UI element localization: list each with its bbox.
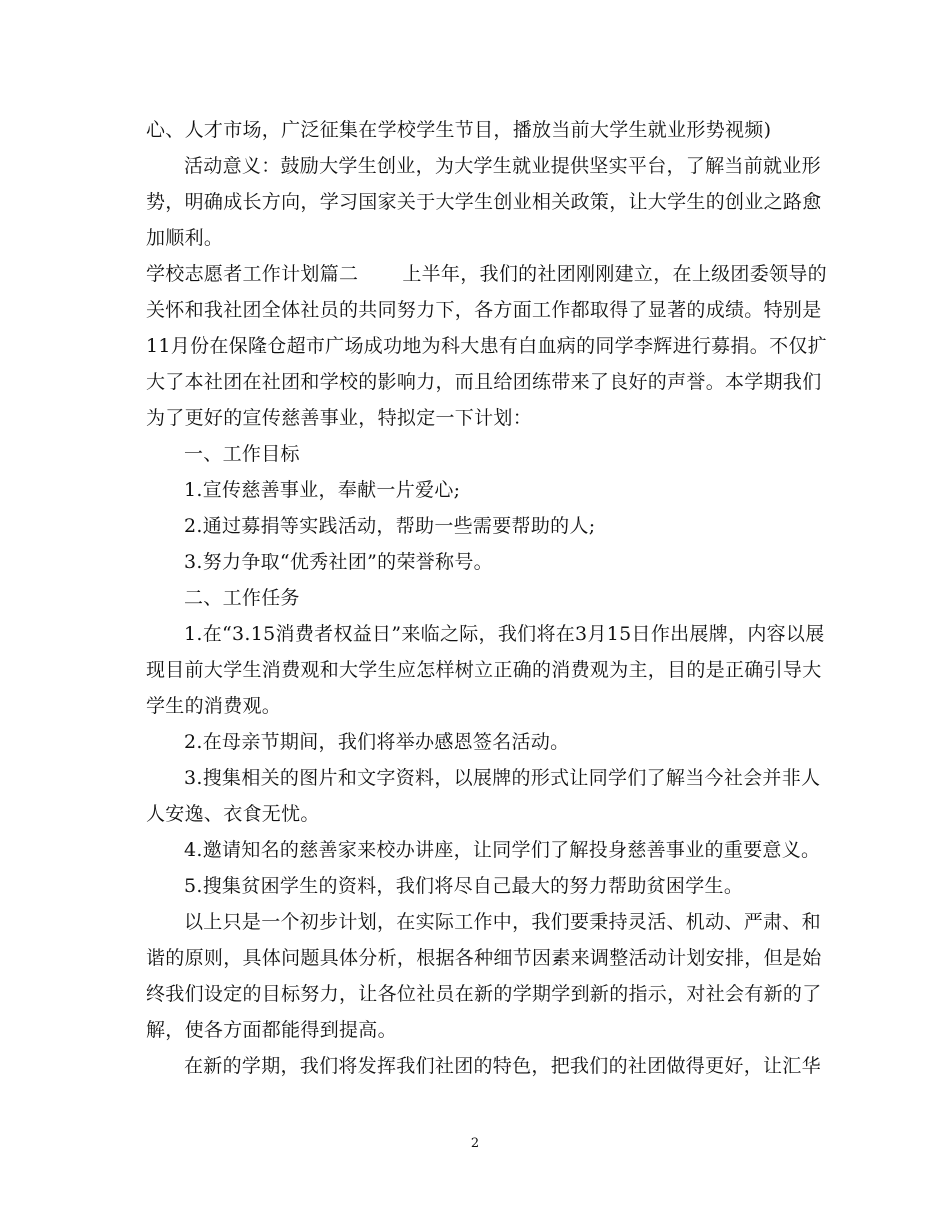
- text-line: 大了本社团在社团和学校的影响力，而且给团练带来了良好的声誉。本学期我们: [146, 371, 822, 393]
- section-heading-line: [146, 256, 827, 292]
- subheading-work-goals: 一、工作目标: [184, 443, 300, 465]
- text-line: 谐的原则，具体问题具体分析，根据各种细节因素来调整活动计划安排，但是始: [146, 947, 822, 969]
- list-item: 1.宣传慈善事业，奉献一片爱心;: [184, 479, 461, 501]
- list-item: 3.搜集相关的图片和文字资料，以展牌的形式让同学们了解当今社会并非人: [184, 767, 821, 789]
- text-line: 人安逸、衣食无忧。: [146, 803, 320, 825]
- list-item: 2.在母亲节期间，我们将举办感恩签名活动。: [184, 731, 570, 753]
- paragraph-line: 在新的学期，我们将发挥我们社团的特色，把我们的社团做得更好，让汇华: [184, 1055, 821, 1077]
- list-item: 5.搜集贫困学生的资料，我们将尽自己最大的努力帮助贫困学生。: [184, 875, 744, 897]
- list-item: 1.在“3.15消费者权益日”来临之际，我们将在3月15日作出展牌，内容以展: [184, 623, 825, 645]
- page-number: 2: [470, 1136, 480, 1151]
- paragraph-line: 以上只是一个初步计划，在实际工作中，我们要秉持灵活、机动、严肃、和: [184, 911, 821, 933]
- list-item: 3.努力争取“优秀社团”的荣誉称号。: [184, 551, 493, 573]
- text-line: 终我们设定的目标努力，让各位社员在新的学期学到新的指示，对社会有新的了: [146, 983, 822, 1005]
- section-intro-text: 上半年，我们的社团刚刚建立，在上级团委领导的: [402, 263, 827, 285]
- text-line: 心、人才市场，广泛征集在学校学生节目，播放当前大学生就业形势视频): [146, 119, 772, 141]
- list-item: 2.通过募捐等实践活动，帮助一些需要帮助的人;: [184, 515, 596, 537]
- text-line: 解，使各方面都能得到提高。: [146, 1019, 397, 1041]
- text-line: 加顺利。: [146, 227, 224, 249]
- text-line: 活动意义：鼓励大学生创业，为大学生就业提供坚实平台，了解当前就业形: [184, 155, 821, 177]
- text-line: 为了更好的宣传慈善事业，特拟定一下计划：: [146, 407, 533, 429]
- list-item: 4.邀请知名的慈善家来校办讲座，让同学们了解投身慈善事业的重要意义。: [184, 839, 821, 861]
- text-line: 势，明确成长方向，学习国家关于大学生创业相关政策，让大学生的创业之路愈: [146, 191, 822, 213]
- subheading-work-tasks: 二、工作任务: [184, 587, 300, 609]
- text-line: 学生的消费观。: [146, 695, 282, 717]
- text-line: 现目前大学生消费观和大学生应怎样树立正确的消费观为主，目的是正确引导大: [146, 659, 822, 681]
- document-body: [146, 112, 827, 1084]
- section-title: 学校志愿者工作计划篇二: [146, 263, 359, 285]
- text-line: 11月份在保隆仓超市广场成功地为科大患有白血病的同学李辉进行募捐。不仅扩: [146, 335, 827, 357]
- text-line: 关怀和我社团全体社员的共同努力下，各方面工作都取得了显著的成绩。特别是: [146, 299, 822, 321]
